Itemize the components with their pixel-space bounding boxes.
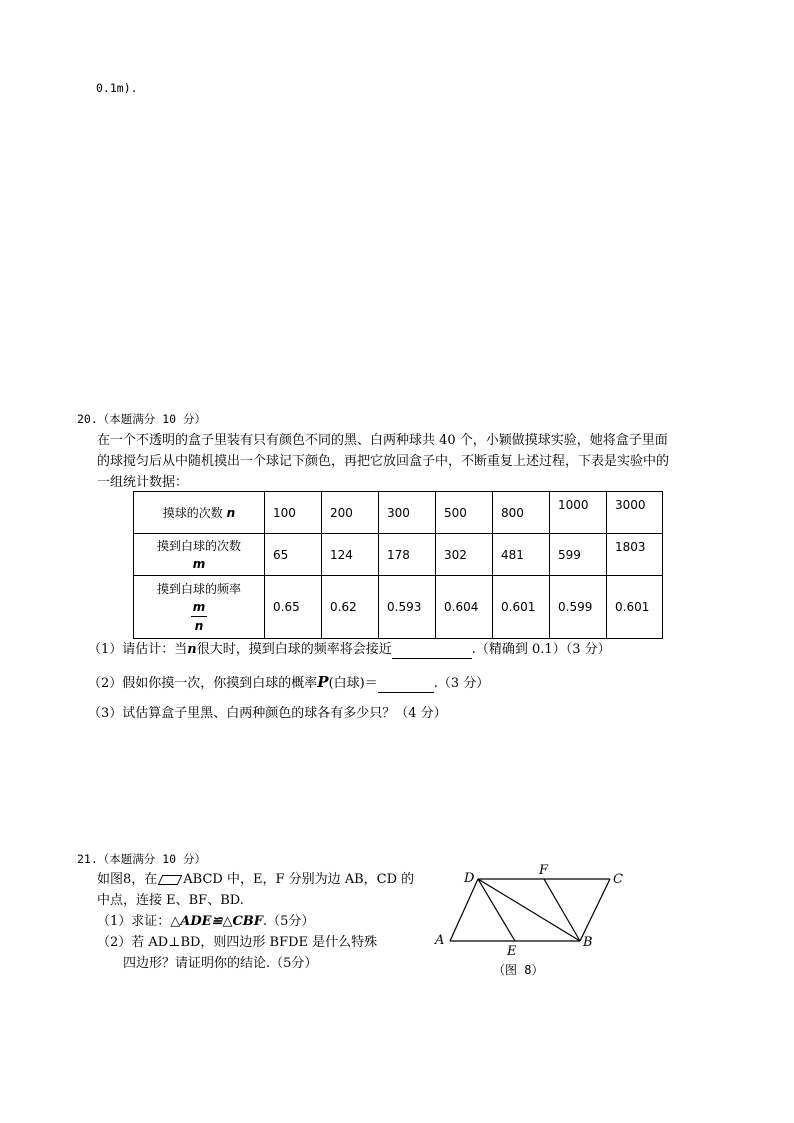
parallelogram-icon xyxy=(158,875,183,885)
answer-blank-1[interactable] xyxy=(392,644,472,659)
q21-sub-question-1 xyxy=(97,913,314,931)
figure-8-parallelogram xyxy=(430,858,630,983)
var-p: P xyxy=(317,673,329,691)
row-label-text: 摸到白球的次数 xyxy=(156,538,241,553)
fraction-denominator: n xyxy=(194,618,204,633)
table-cell xyxy=(607,534,663,576)
fraction-numerator: m xyxy=(191,598,208,617)
sub1-text-a: （1）请估计：当 xyxy=(88,642,188,657)
label-E: E xyxy=(507,944,517,959)
q21-line-2: 中点，连接 E、BF、BD. xyxy=(97,893,244,908)
q21-sub1-text-a: （1）求证： xyxy=(97,914,171,929)
equals-sign: ＝ xyxy=(364,676,378,691)
sub1-text-b: 很大时，摸到白球的频率将会接近 xyxy=(196,642,392,657)
table-cell xyxy=(550,492,607,534)
q21-header: 21.（本题满分 10 分） xyxy=(77,852,206,866)
table-cell: 0.65 xyxy=(265,576,322,639)
table-cell: 599 xyxy=(550,534,607,576)
table-cell: 200 xyxy=(322,492,379,534)
cell-text: 1000 xyxy=(558,498,589,512)
row-label-draws xyxy=(134,492,265,534)
table-cell: 481 xyxy=(493,534,550,576)
q20-header: 20.（本题满分 10 分） xyxy=(77,412,206,426)
table-cell: 0.601 xyxy=(493,576,550,639)
row-label-text: 摸到白球的频率 xyxy=(156,581,241,596)
row-label-white-count xyxy=(134,534,265,576)
q21-line-1 xyxy=(97,871,414,889)
table-cell: 124 xyxy=(322,534,379,576)
q21-sub-question-2-line-2: 四边形？请证明你的结论.（5分） xyxy=(123,956,318,971)
q20-paragraph-line-2: 的球搅匀后从中随机摸出一个球记下颜色，再把它放回盒子中，不断重复上述过程，下表是实验中的 xyxy=(97,454,670,469)
q20-paragraph-line-1: 在一个不透明的盒子里装有只有颜色不同的黑、白两种球共 40 个，小颖做摸球实验，她将盒子里面 xyxy=(97,433,668,448)
cell-text: 3000 xyxy=(615,498,646,512)
table-cell xyxy=(607,492,663,534)
q20-sub-question-3: （3）试估算盒子里黑、白两种颜色的球各有多少只？（4 分） xyxy=(88,706,447,721)
fraction-m-over-n xyxy=(191,598,208,635)
segment-DE xyxy=(478,879,515,941)
table-cell: 0.593 xyxy=(379,576,436,639)
q21-sub1-text-b: .（5分） xyxy=(263,914,315,929)
table-cell: 65 xyxy=(265,534,322,576)
q21-sub-question-2-line-1: （2）若 AD⊥BD，则四边形 BFDE 是什么特殊 xyxy=(97,935,378,950)
table-cell: 300 xyxy=(379,492,436,534)
label-A: A xyxy=(435,933,445,948)
sub2-text-c: .（3 分） xyxy=(433,676,490,691)
table-row-draws xyxy=(134,492,663,534)
q20-sub-question-2 xyxy=(88,673,489,693)
table-cell: 0.604 xyxy=(436,576,493,639)
table-cell: 302 xyxy=(436,534,493,576)
q20-paragraph-line-3: 一组统计数据： xyxy=(97,475,189,490)
congruence-statement: △ADE≌△CBF xyxy=(170,914,264,929)
table-cell: 0.62 xyxy=(322,576,379,639)
segment-BF xyxy=(544,879,580,941)
table-row-white-frequency xyxy=(134,576,663,639)
q21-line1-text-b: ABCD 中，E，F 分别为边 AB，CD 的 xyxy=(183,872,415,887)
var-n: n xyxy=(226,506,236,520)
table-cell: 500 xyxy=(436,492,493,534)
figure-caption: （图 8） xyxy=(493,963,544,977)
label-C: C xyxy=(613,872,623,887)
row-label-text: 摸球的次数 xyxy=(162,506,223,520)
var-m: m xyxy=(192,556,206,571)
answer-blank-2[interactable] xyxy=(378,678,434,693)
table-cell: 100 xyxy=(265,492,322,534)
label-D: D xyxy=(464,871,475,886)
segment-DB xyxy=(478,879,580,941)
row-label-white-frequency xyxy=(134,576,265,639)
edge-DA xyxy=(450,879,478,941)
var-n: n xyxy=(187,642,197,657)
sub1-text-c: .（精确到 0.1）（3 分） xyxy=(471,642,611,657)
cell-text: 1803 xyxy=(615,540,646,554)
q20-statistics-table xyxy=(133,491,663,639)
label-B: B xyxy=(583,935,593,950)
table-cell: 0.599 xyxy=(550,576,607,639)
edge-BC xyxy=(580,879,610,941)
table-row-white-count xyxy=(134,534,663,576)
table-cell: 178 xyxy=(379,534,436,576)
top-continuation-text: 0.1m). xyxy=(96,81,138,95)
q21-line1-text-a: 如图8，在 xyxy=(97,872,158,887)
sub2-text-b: (白球) xyxy=(328,676,365,691)
sub2-text-a: （2）假如你摸一次，你摸到白球的概率 xyxy=(88,676,318,691)
q20-sub-question-1 xyxy=(88,641,611,659)
table-cell: 0.601 xyxy=(607,576,663,639)
table-cell: 800 xyxy=(493,492,550,534)
label-F: F xyxy=(539,863,549,878)
